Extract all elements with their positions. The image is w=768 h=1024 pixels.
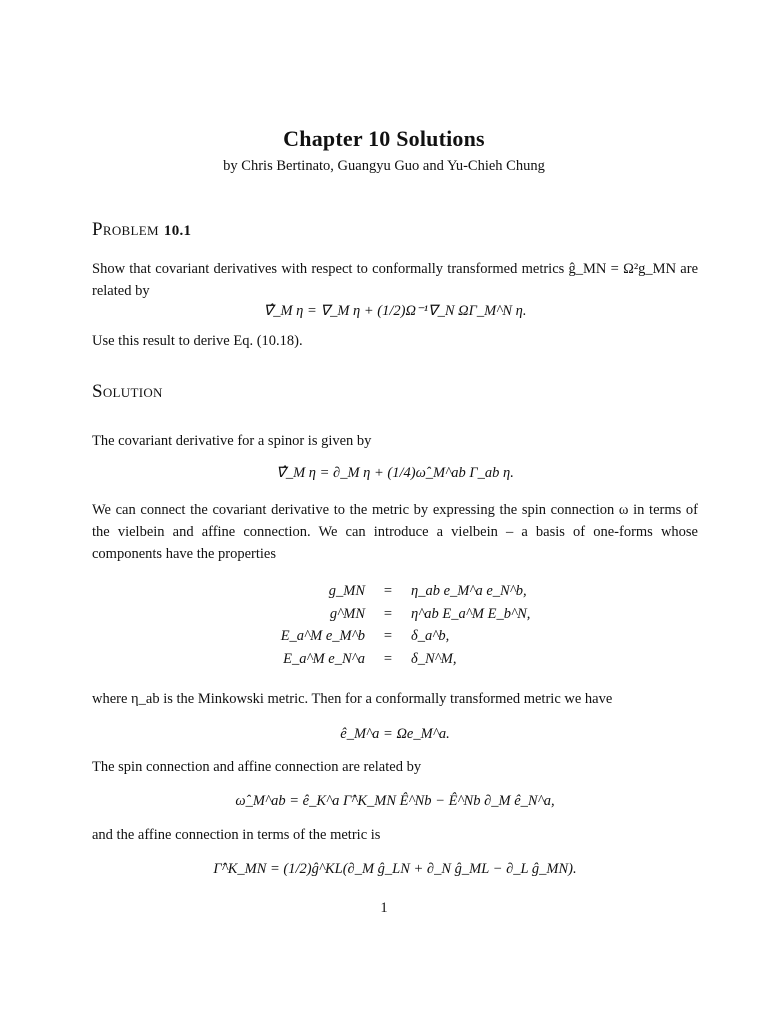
vielbein-row: g^MN = η^ab E_a^M E_b^N, [329, 605, 531, 622]
vielbein-row: E_a^M e_M^b = δ_a^b, [280, 628, 450, 644]
solution-paragraph-5: and the affine connection in terms of the metric is [92, 827, 381, 843]
solution-paragraph-1: The covariant derivative for a spinor is given by [92, 433, 372, 449]
spin-connection-equation: ω̂_M^ab = ê_K^a Γ̂^K_MN Ê^Nb − Ê^Nb ∂_M ê_N^a, [235, 793, 555, 809]
problem-statement: Show that covariant derivatives with respect to conformally transformed metrics ĝ_MN = Ω²g_MN are related by [92, 261, 698, 299]
conformal-vielbein-equation: ê_M^a = Ωe_M^a. [340, 726, 450, 742]
spinor-covariant-derivative-equation: ∇̂_M η = ∂_M η + (1/4)ω̂_M^ab Γ_ab η. [276, 465, 514, 481]
vielbein-row: E_a^M e_N^a = δ_N^M, [283, 650, 457, 667]
problem-instruction: Use this result to derive Eq. (10.18). [92, 333, 303, 349]
solution-heading: Solution [92, 381, 163, 402]
solution-paragraph-2: We can connect the covariant derivative to the metric by expressing the spin connection ω in terms of the vielbein and affine connection. We can introduce a vielbein – a basis of one-forms whose components have the properties [92, 502, 698, 562]
page-title: Chapter 10 Solutions [283, 126, 485, 151]
authors-line: by Chris Bertinato, Guangyu Guo and Yu-Chieh Chung [223, 158, 545, 174]
vielbein-properties [250, 580, 550, 670]
solution-paragraph-4: The spin connection and affine connection are related by [92, 759, 422, 775]
problem-heading [92, 219, 191, 241]
solution-paragraph-3: where η_ab is the Minkowski metric. Then for a conformally transformed metric we have [92, 691, 613, 707]
problem-equation: ∇̂_M η = ∇_M η + (1/2)Ω⁻¹∇_N ΩΓ_M^N η. [263, 303, 527, 319]
problem-heading-word: Problem [92, 219, 159, 240]
page-number: 1 [380, 900, 388, 916]
vielbein-row: g_MN = η_ab e_M^a e_N^b, [328, 583, 527, 599]
problem-number: 10.1 [163, 223, 192, 239]
affine-connection-equation: Γ̂^K_MN = (1/2)ĝ^KL(∂_M ĝ_LN + ∂_N ĝ_ML − ∂_L ĝ_MN). [213, 861, 577, 877]
